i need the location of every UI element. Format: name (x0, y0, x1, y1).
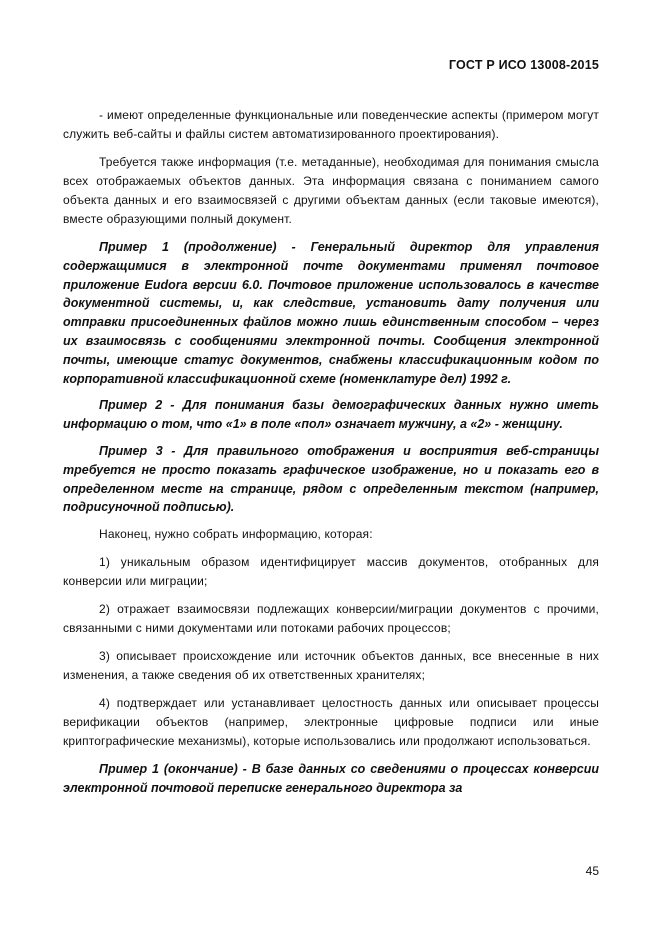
example-3: Пример 3 - Для правильного отображения и восприятия веб-страницы требуется не просто показать графическое изображение, но и показать его в определенном месте на странице, рядом с определенным текстом (например, подрисуночной подписью). (63, 443, 599, 515)
paragraph-finally: Наконец, нужно собрать информацию, которая: (99, 527, 373, 542)
list-item-4: 4) подтверждает или устанавливает целостность данных или описывает процессы верификации объектов (например, электронные цифровые подписи или иные криптографические механизмы), которые использовались или продолжают использоваться. (63, 696, 599, 749)
page-number: 45 (585, 864, 599, 878)
example-2: Пример 2 - Для понимания базы демографических данных нужно иметь информацию о том, что «1» в поле «пол» означает мужчину, а «2» - женщину. (63, 398, 599, 432)
document-code: ГОСТ Р ИСО 13008-2015 (448, 58, 599, 72)
example-1-continued: Пример 1 (продолжение) - Генеральный директор для управления содержащимися в электронной почте документами применял почтовое приложение Eudora версии 6.0. Почтовое приложение использовалось в качестве документной системы, и, как следствие, установить дату получения или отправки присоединенных файлов можно лишь единственным способом – через их взаимосвязь с сообщениями электронной почты. Сообщения электронной почты, имеющие статус документов, снабжены классификационным кодом по корпоративной классификационной схеме (номенклатуре дел) 1992 г. (63, 240, 599, 386)
document-body (63, 106, 599, 806)
list-item-3: 3) описывает происхождение или источник объектов данных, все внесенные в них изменения, а также сведения об их ответственных хранителях; (63, 649, 599, 683)
example-1-ending: Пример 1 (окончание) - В базе данных со сведениями о процессах конверсии электронной почтовой переписке генерального директора за (63, 762, 599, 795)
list-item-2: 2) отражает взаимосвязи подлежащих конверсии/миграции документов с прочими, связанными с ними документами или потоками рабочих процессов; (63, 602, 599, 636)
list-item-1: 1) уникальным образом идентифицирует массив документов, отобранных для конверсии или миграции; (63, 555, 599, 589)
paragraph-dash-item: - имеют определенные функциональные или поведенческие аспекты (примером могут служить веб-сайты и файлы систем автоматизированного проектирования). (63, 108, 599, 141)
paragraph-metadata: Требуется также информация (т.е. метаданные), необходимая для понимания смысла всех отображаемых объектов данных. Эта информация связана с пониманием самого объекта данных и его взаимосвязей с другими объектам данных (если таковые имеются), вместе образующими полный документ. (63, 155, 599, 226)
